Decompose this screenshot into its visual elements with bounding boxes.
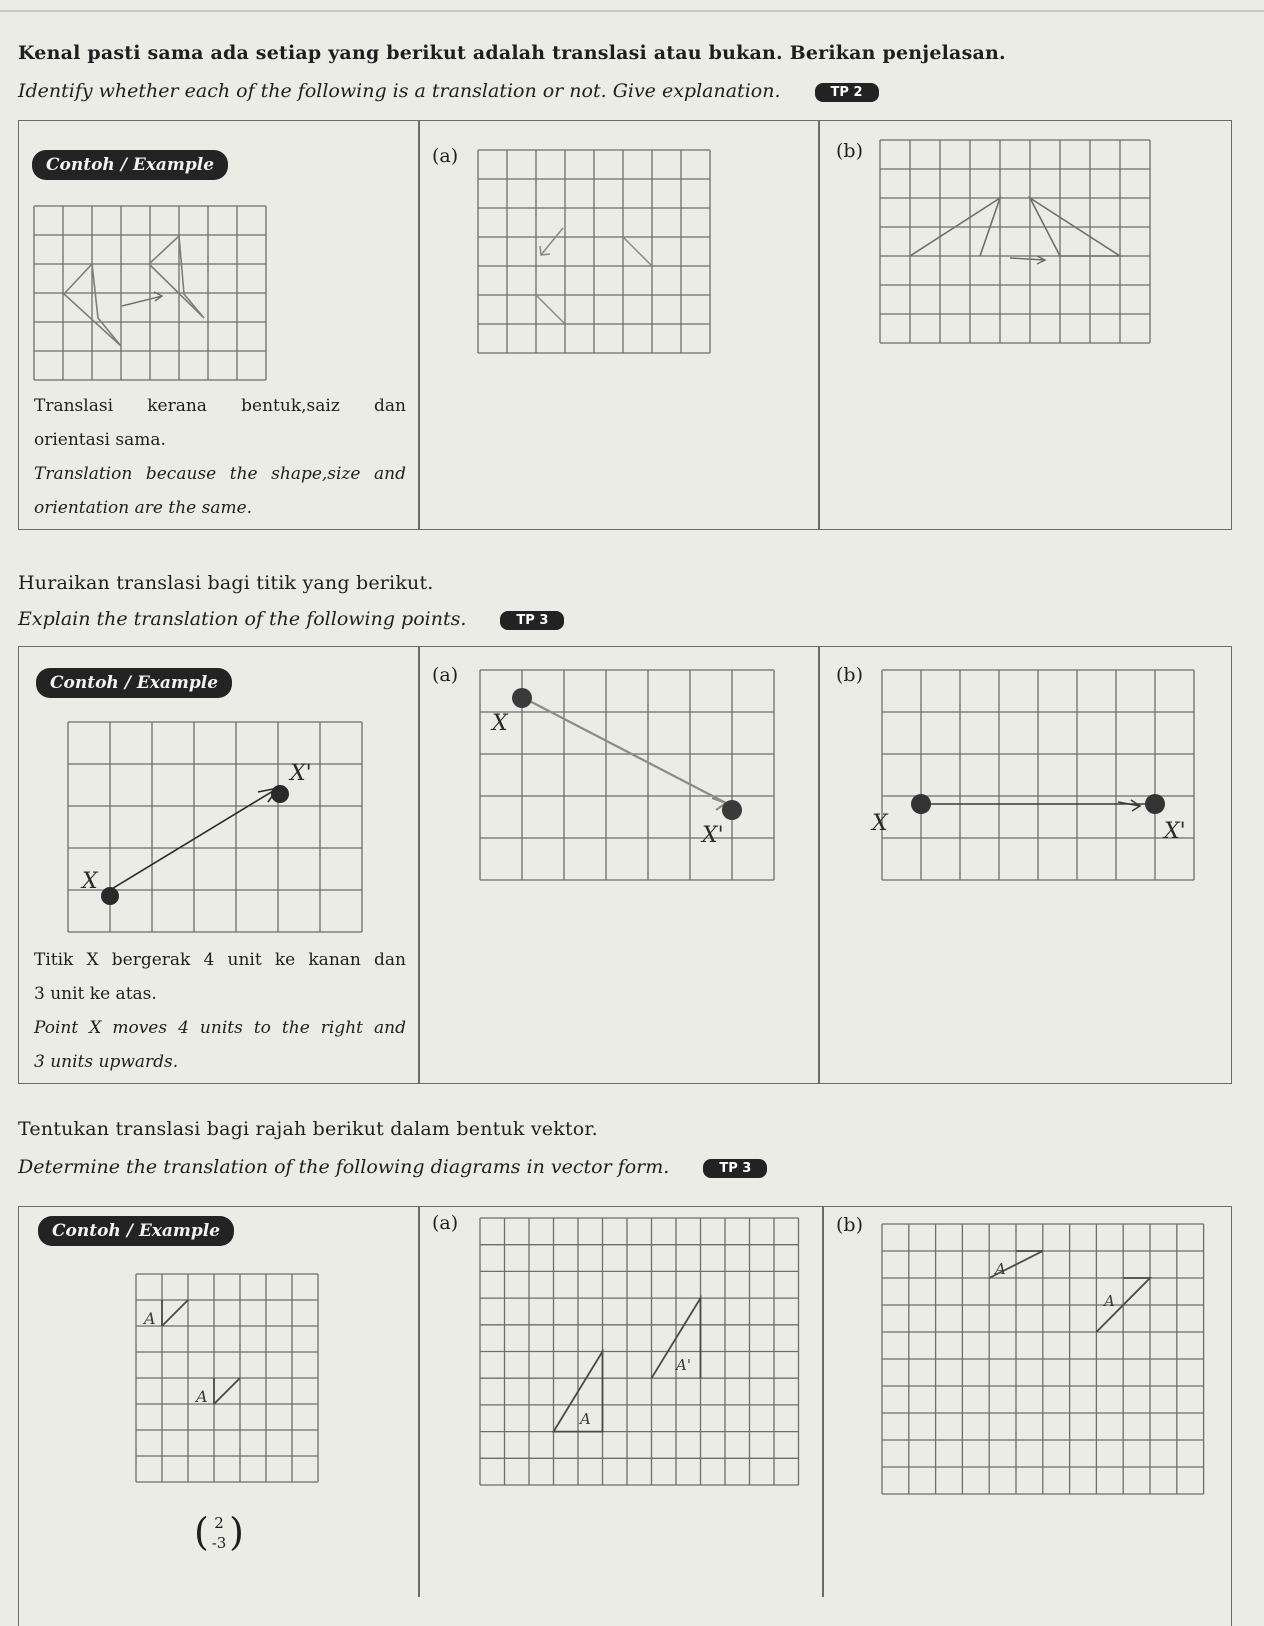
s3-a-label-a-prime: A' — [676, 1356, 691, 1374]
section1-question-en — [18, 80, 879, 102]
section3-example-pill: Contoh / Example — [38, 1216, 234, 1246]
section3-part-a-label: (a) — [432, 1212, 459, 1234]
section1-part-a-grid — [478, 150, 715, 360]
s3-example-label-a: A — [144, 1309, 156, 1328]
s3-b-label-a: A — [995, 1260, 1006, 1278]
section3-tp-badge: TP 3 — [703, 1159, 767, 1178]
s3-b-label-a-image: A — [1104, 1292, 1115, 1310]
section2-tp-badge: TP 3 — [500, 611, 564, 630]
section2-example-grid — [68, 722, 368, 937]
s2-a-label-x-prime: X' — [702, 823, 724, 848]
section2-part-b-grid — [872, 670, 1202, 885]
section1-answer-en-line2: orientation are the same. — [34, 498, 253, 518]
vector-right-paren: ) — [229, 1510, 244, 1554]
s2-example-label-x: X — [82, 869, 98, 894]
s3-example-original-diagonal — [162, 1300, 188, 1326]
s2-a-point-x — [512, 688, 532, 708]
s1-b-arrow — [1010, 258, 1045, 260]
section1-example-pill: Contoh / Example — [32, 150, 228, 180]
section3-part-b-grid — [882, 1224, 1212, 1498]
vector-left-paren: ( — [194, 1510, 209, 1554]
s1-a-segment-1 — [536, 295, 565, 324]
s1-example-shape-image — [149, 236, 204, 318]
section2-question-en-text: Explain the translation of the following points. — [18, 608, 467, 630]
s2-b-point-x — [911, 794, 931, 814]
s2-a-point-x-prime — [722, 800, 742, 820]
section1-question-en-text: Identify whether each of the following is a translation or not. Give explanation. — [18, 80, 781, 102]
section2-part-a-label: (a) — [432, 664, 459, 686]
section1-divider-2 — [818, 121, 820, 529]
section1-divider-1 — [418, 121, 420, 529]
section2-answer-en-line2: 3 units upwards. — [34, 1052, 179, 1072]
section3-part-a-grid — [480, 1218, 805, 1490]
vector-top: 2 — [214, 1514, 224, 1532]
section1-question-ms: Kenal pasti sama ada setiap yang berikut adalah translasi atau bukan. Berikan penjelasan. — [18, 42, 1006, 64]
s2-example-label-x-prime: X' — [290, 761, 312, 786]
section3-divider-2 — [822, 1207, 824, 1597]
s3-a-label-a: A — [580, 1410, 591, 1428]
s2-b-label-x: X — [872, 811, 888, 836]
section2-example-pill: Contoh / Example — [36, 668, 232, 698]
section2-answer-en-line1: Point X moves 4 units to the right and — [34, 1018, 406, 1038]
section1-tp-badge: TP 2 — [815, 83, 879, 102]
s3-example-image-diagonal — [214, 1378, 240, 1404]
s2-b-label-x-prime: X' — [1164, 819, 1186, 844]
s2-a-label-x: X — [492, 711, 508, 736]
s1-a-segment-2 — [623, 237, 652, 266]
section1-part-b-label: (b) — [836, 140, 863, 162]
top-rule — [0, 10, 1264, 12]
section2-answer-ms-line1: Titik X bergerak 4 unit ke kanan dan — [34, 950, 406, 970]
section2-part-b-label: (b) — [836, 664, 863, 686]
s2-example-point-x — [101, 887, 119, 905]
section1-part-b-grid — [880, 140, 1160, 350]
section1-answer-ms-line1: Translasi kerana bentuk,saiz dan — [34, 396, 406, 416]
section2-question-en — [18, 608, 564, 630]
s2-b-point-x-prime — [1145, 794, 1165, 814]
section2-divider-2 — [818, 647, 820, 1083]
section3-question-en — [18, 1156, 767, 1178]
section2-question-ms: Huraikan translasi bagi titik yang berikut. — [18, 572, 434, 594]
s1-a-arrow — [541, 228, 563, 255]
section3-question-en-text: Determine the translation of the following diagrams in vector form. — [18, 1156, 670, 1178]
s2-example-point-x-prime — [271, 785, 289, 803]
section1-answer-ms-line2: orientasi sama. — [34, 430, 166, 450]
s3-example-label-a-image: A — [196, 1387, 208, 1406]
section3-part-b-label: (b) — [836, 1214, 863, 1236]
section3-question-ms: Tentukan translasi bagi rajah berikut dalam bentuk vektor. — [18, 1118, 598, 1140]
section3-example-grid — [136, 1274, 324, 1488]
vector-bottom: -3 — [211, 1534, 227, 1552]
section3-divider-1 — [418, 1207, 420, 1597]
section1-part-a-label: (a) — [432, 145, 459, 167]
section2-part-a-grid — [480, 670, 780, 885]
section1-answer-en-line1: Translation because the shape,size and — [34, 464, 406, 484]
section2-answer-ms-line2: 3 unit ke atas. — [34, 984, 157, 1004]
section3-answer-vector — [196, 1512, 242, 1556]
section2-divider-1 — [418, 647, 420, 1083]
section1-example-grid — [34, 206, 268, 383]
